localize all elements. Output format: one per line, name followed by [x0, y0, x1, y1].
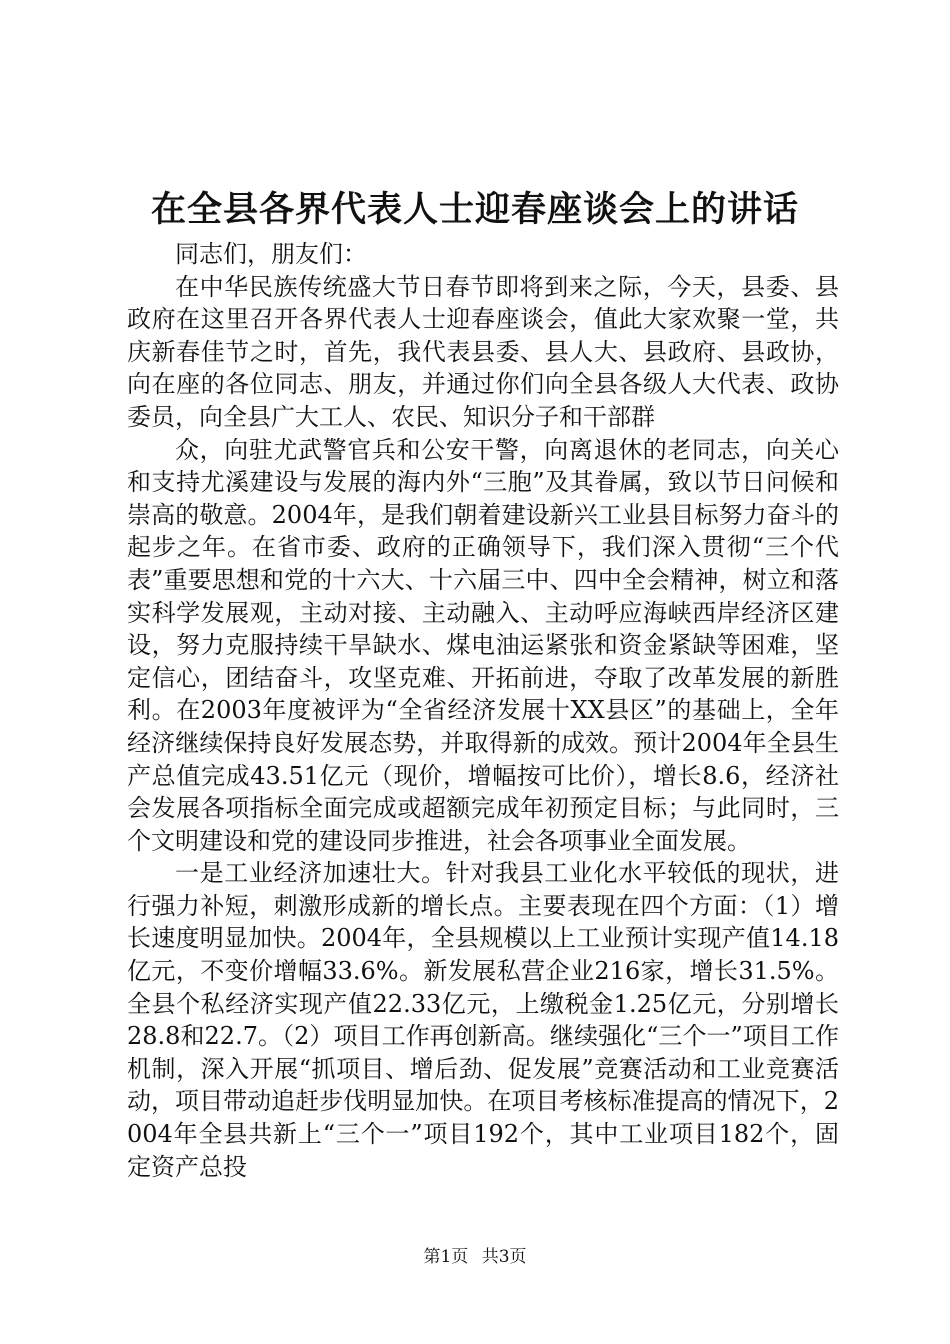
page-total: 共3页 [481, 1247, 527, 1267]
document-body [127, 238, 839, 1183]
page-number: 第1页 [423, 1247, 469, 1267]
salutation-paragraph: 同志们，朋友们： [175, 240, 367, 268]
body-paragraph: 在中华民族传统盛大节日春节即将到来之际，今天，县委、县政府在这里召开各界代表人士迎春座谈会，值此大家欢聚一堂，共庆新春佳节之时，首先，我代表县委、县人大、县政府、县政协，向在座的各位同志、朋友，并通过你们向全县各级人大代表、政协委员，向全县广大工人、农民、知识分子和干部群 [127, 272, 839, 431]
page-footer [0, 1246, 950, 1268]
body-paragraph: 一是工业经济加速壮大。针对我县工业化水平较低的现状，进行强力补短，刺激形成新的增长点。主要表现在四个方面：（1）增长速度明显加快。2004年，全县规模以上工业预计实现产值14.18亿元，不变价增幅33.6%。新发展私营企业216家，增长31.5%。全县个私经济实现产值22.33亿元，上缴税金1.25亿元，分别增长28.8和22.7。（2）项目工作再创新高。继续强化“三个一”项目工作机制，深入开展“抓项目、增后劲、促发展”竞赛活动和工业竞赛活动，项目带动追赶步伐明显加快。在项目考核标准提高的情况下，2004年全县共新上“三个一”项目192个，其中工业项目182个，固定资产总投 [127, 859, 839, 1181]
body-paragraph: 众，向驻尤武警官兵和公安干警，向离退休的老同志，向关心和支持尤溪建设与发展的海内外“三胞”及其眷属，致以节日问候和崇高的敬意。2004年，是我们朝着建设新兴工业县目标努力奋斗的起步之年。在省市委、政府的正确领导下，我们深入贯彻“三个代表”重要思想和党的十六大、十六届三中、四中全会精神，树立和落实科学发展观，主动对接、主动融入、主动呼应海峡西岸经济区建设，努力克服持续干旱缺水、煤电油运紧张和资金紧缺等困难，坚定信心，团结奋斗，攻坚克难、开拓前进，夺取了改革发展的新胜利。在2003年度被评为“全省经济发展十XX县区”的基础上，全年经济继续保持良好发展态势，并取得新的成效。预计2004年全县生产总值完成43.51亿元（现价，增幅按可比价），增长8.6，经济社会发展各项指标全面完成或超额完成年初预定目标；与此同时，三个文明建设和党的建设同步推进，社会各项事业全面发展。 [127, 435, 839, 855]
page-title: 在全县各界代表人士迎春座谈会上的讲话 [150, 189, 799, 230]
